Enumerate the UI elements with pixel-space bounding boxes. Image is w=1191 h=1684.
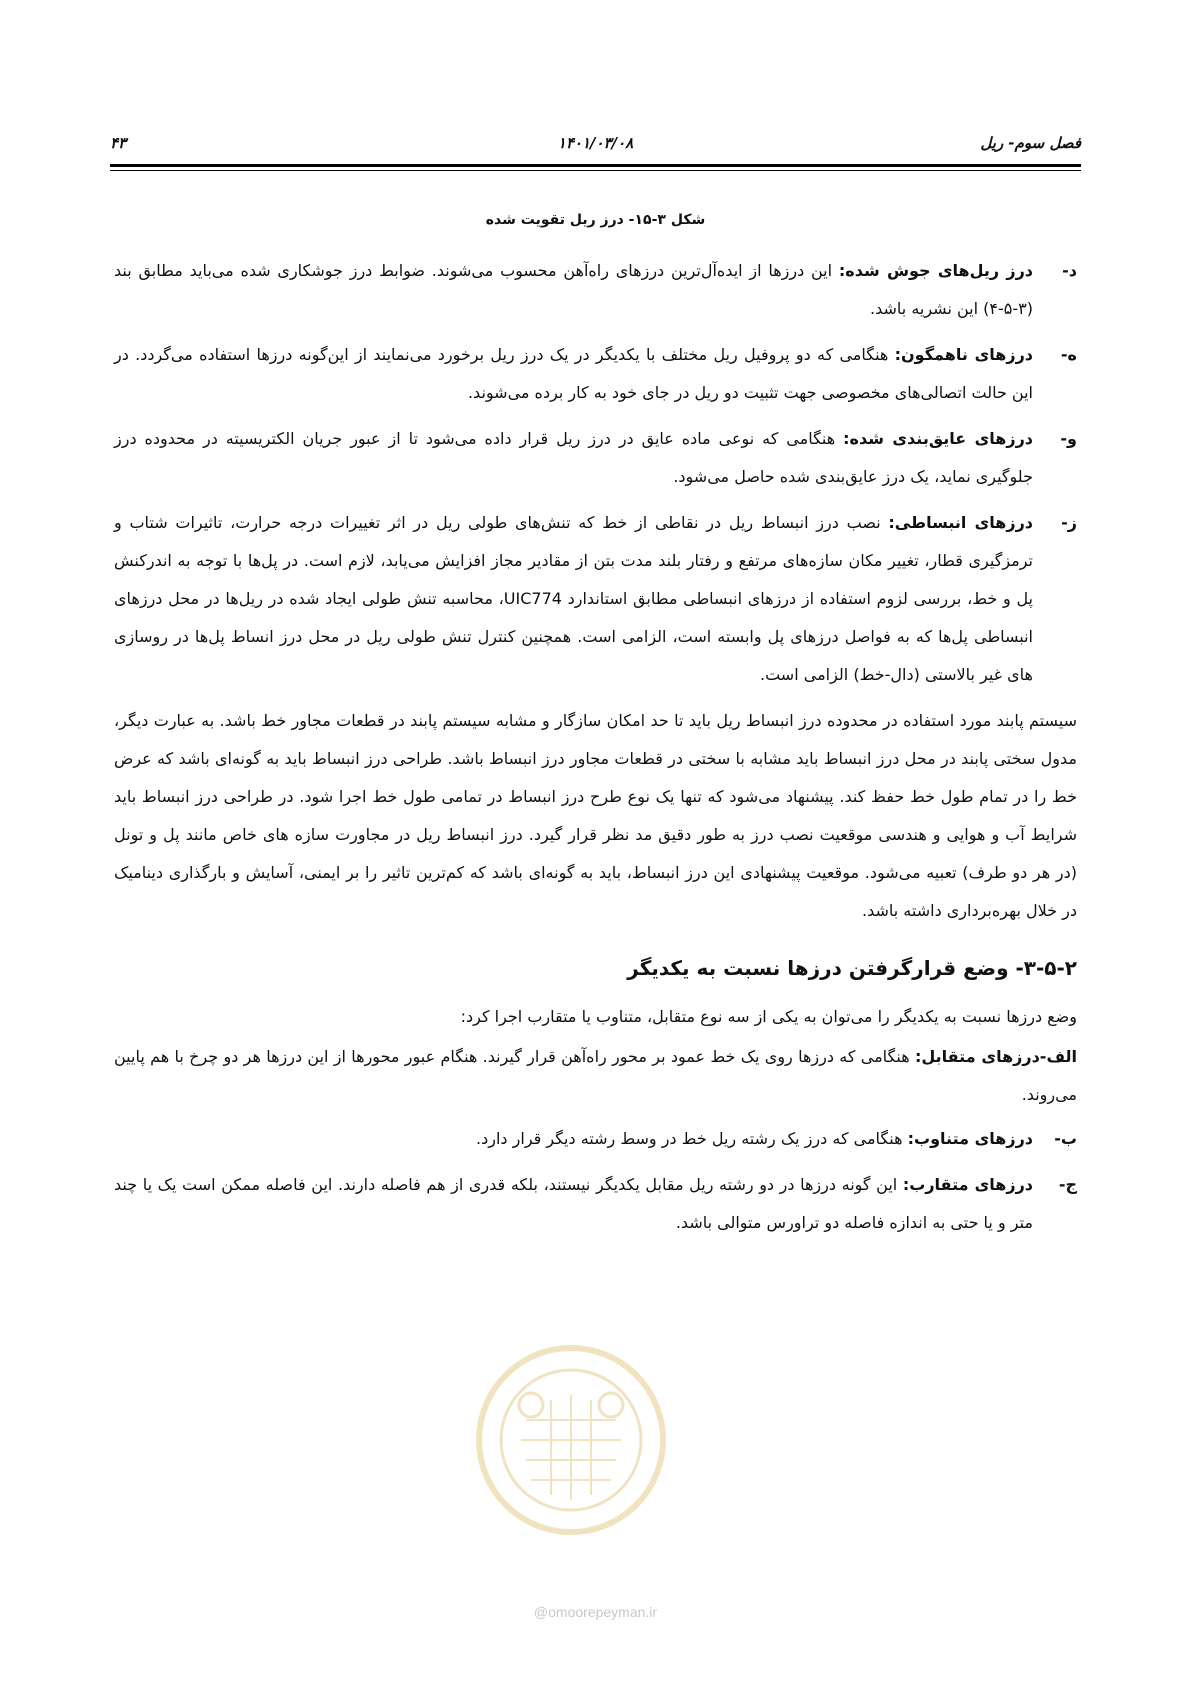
- item-text: [114, 1120, 1033, 1158]
- list-item: [114, 1120, 1077, 1158]
- item-term: درزهای متقارب:: [902, 1175, 1034, 1194]
- header-rule-thick: [110, 164, 1081, 167]
- list-item: [114, 336, 1077, 412]
- item-body: این گونه درزها در دو رشته ریل مقابل یکدیگر نیستند، بلکه قدری از هم فاصله دارند. این فاصله ممکن است یک یا چند متر و یا حتی به اندازه فاصله دو تراورس متوالی باشد.: [114, 1175, 1033, 1232]
- list-item: [114, 420, 1077, 496]
- item-term: درز ریل‌های جوش شده:: [838, 261, 1033, 280]
- item-marker: ج-: [1058, 1175, 1077, 1194]
- list-item: [114, 252, 1077, 328]
- item-body: هنگامی که درزها روی یک خط عمود بر محور راه‌آهن قرار گیرند. هنگام عبور محورها از این درزها هر دو چرخ با هم پایین می‌روند.: [114, 1047, 1077, 1104]
- item-term: درزهای متناوب:: [907, 1129, 1033, 1148]
- page-header: [110, 128, 1081, 156]
- item-term: الف-درزهای متقابل:: [914, 1047, 1077, 1066]
- list-item: [114, 1166, 1077, 1242]
- item-term: درزهای عایق‌بندی شده:: [843, 429, 1034, 448]
- item-term: درزهای انبساطی:: [888, 513, 1034, 532]
- item-text: [114, 1166, 1033, 1242]
- body-paragraph: سیستم پابند مورد استفاده در محدوده درز انبساط ریل باید تا حد امکان سازگار و مشابه سیستم پابند در قطعات مجاور خط باشد. به عبارت دیگر، مدول سختی پابند در محل درز انبساط باید مشابه با سختی در قطعات مجاور درز انبساط باشد. طراحی درز انبساط باید به گونه‌ای باشد که عرض خط را در تمام طول خط حفظ کند. پیشنهاد می‌شود که تنها یک نوع طرح درز انبساط در تمامی طول خط اجرا شود. در طراحی درز انبساط باید شرایط آب و هوایی و هندسی موقعیت نصب درز به طور دقیق مد نظر قرار گیرد. درز انبساط ریل در مجاورت سازه های خاص مانند پل و تونل (در هر دو طرف) تعبیه می‌شود. موقعیت پیشنهادی این درز انبساط، باید به گونه‌ای باشد که کم‌ترین تاثیر را بر ایمنی، آسایش و بارگذاری دینامیک در خلال بهره‌برداری داشته باشد.: [114, 711, 1077, 920]
- item-marker: ه-: [1060, 345, 1077, 364]
- figure-caption: شکل ۳-۱۵- درز ریل تقویت شده: [485, 212, 706, 228]
- item-body: هنگامی که نوعی ماده عایق در درز ریل قرار داده می‌شود تا از عبور جریان الکتریسیته در محدوده درز جلوگیری نماید، یک درز عایق‌بندی شده حاصل می‌شود.: [114, 429, 1033, 486]
- item-text: [114, 336, 1033, 412]
- item-body: هنگامی که دو پروفیل ریل مختلف با یکدیگر در یک درز ریل برخورد می‌نمایند از این‌گونه درزها استفاده می‌گردد. در این حالت اتصالی‌های مخصوصی جهت تثبیت دو ریل در جای خود به کار برده می‌شوند.: [114, 345, 1033, 402]
- list-item-alef: [114, 1038, 1077, 1114]
- watermark-grid: [521, 1395, 621, 1500]
- header-date: ۱۴۰۱/۰۳/۰۸: [557, 134, 634, 152]
- item-marker: و-: [1060, 429, 1077, 448]
- item-text: [114, 420, 1033, 496]
- item-body: نصب درز انبساط ریل در نقاطی از خط که تنش‌های طولی ریل در اثر تغییرات درجه حرارت، تاثیرات شتاب و ترمزگیری قطار، تغییر مکان سازه‌های مرتفع و رفتار بلند مدت بتن از مقادیر مجاز افزایش می‌یابد، لازم است. در پل‌ها با توجه به اندرکنش پل و خط، بررسی لزوم استفاده از درزهای انبساطی مطابق استاندارد UIC774، محاسبه تنش طولی ایجاد شده در ریل‌ها در محل درزهای انبساطی پل‌ها که به فواصل درزهای پل وابسته است، الزامی است. همچنین کنترل تنش طولی ریل در محل درز انساط پل‌ها در روسازی های غیر بالاستی (دال-خط) الزامی است.: [114, 513, 1034, 684]
- section-intro: وضع درزها نسبت به یکدیگر را می‌توان به یکی از سه نوع متقابل، متناوب یا متقارب اجرا کرد:: [460, 1007, 1077, 1026]
- item-text: [114, 504, 1033, 694]
- watermark-gear: [599, 1393, 623, 1417]
- chapter-title: فصل سوم- ریل: [980, 134, 1081, 152]
- page-body: [114, 212, 1077, 1250]
- header-rule-thin: [110, 170, 1081, 171]
- watermark-gear: [519, 1393, 543, 1417]
- item-term: درزهای ناهمگون:: [894, 345, 1034, 364]
- item-marker: ز-: [1061, 513, 1077, 532]
- item-body: این درزها از ایده‌آل‌ترین درزهای راه‌آهن محسوب می‌شوند. ضوابط درز جوشکاری شده می‌باید مطابق بند (۳-۵-۴) این نشریه باشد.: [114, 261, 1033, 318]
- item-text: [114, 252, 1033, 328]
- item-body: هنگامی که درز یک رشته ریل خط در وسط رشته دیگر قرار دارد.: [476, 1129, 908, 1148]
- watermark-logo: [471, 1340, 671, 1540]
- section-heading: ۳-۵-۲- وضع قرارگرفتن درزها نسبت به یکدیگر: [627, 956, 1077, 980]
- watermark-url: @omoorepeyman.ir: [533, 1604, 658, 1620]
- page-number: ۴۳: [110, 134, 127, 152]
- item-marker: د-: [1062, 261, 1077, 280]
- list-item: [114, 504, 1077, 694]
- item-marker: ب-: [1054, 1129, 1077, 1148]
